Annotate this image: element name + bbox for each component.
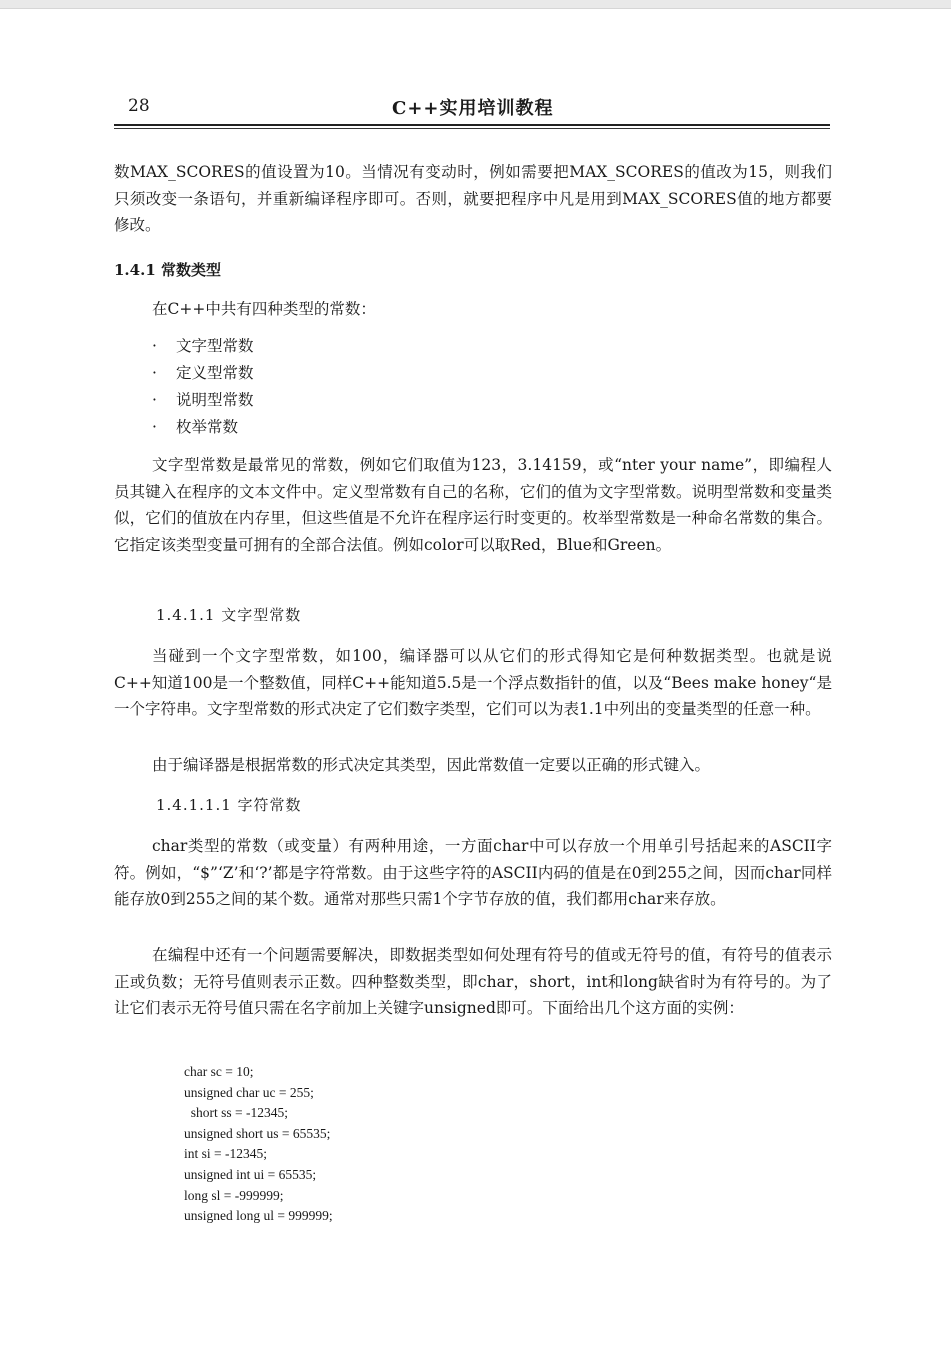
code-line: unsigned int ui = 65535; <box>184 1166 317 1182</box>
list-item-label: 文字型常数 <box>176 337 254 355</box>
code-line: unsigned short us = 65535; <box>184 1125 331 1141</box>
char-constant-paragraph: char类型的常数（或变量）有两种用途，一方面char中可以存放一个用单引号括起来的ASCII字符。例如，“$”‘Z’和‘?’都是字符常数。由于这些字符的ASCII内码的值是在0到255之间，因而char同样能存放0到255之间的某个数。通常对那些只需1个字节存放的值，我们都用char来存放。 <box>114 837 832 908</box>
code-line: unsigned char uc = 255; <box>184 1084 314 1100</box>
types-description-paragraph: 文字型常数是最常见的常数，例如它们取值为123，3.14159，或“nter your name”，即编程人员其键入在程序的文本文件中。定义型常数有自己的名称，它们的值为文字型常数。说明型常数和变量类似，它们的值放在内存里，但这些值是不允许在程序运行时变更的。枚举型常数是一种命名常数的集合。它指定该类型变量可拥有的全部合法值。例如color可以取Red，Blue和Green。 <box>114 456 832 554</box>
list-item <box>152 387 254 414</box>
section-heading-1-4-1-1: 1.4.1.1 文字型常数 <box>156 606 302 624</box>
bullet-icon: · <box>152 418 157 436</box>
header-rule-thin <box>114 128 830 129</box>
four-types-paragraph: 在C++中共有四种类型的常数： <box>152 300 376 318</box>
list-item-label: 说明型常数 <box>176 391 254 409</box>
header-rule <box>114 124 830 126</box>
signed-unsigned-paragraph: 在编程中还有一个问题需要解决，即数据类型如何处理有符号的值或无符号的值，有符号的值表示正或负数；无符号值则表示正数。四种整数类型，即char，short，int和long缺省时为有符号的。为了让它们表示无符号值只需在名字前加上关键字unsigned即可。下面给出几个这方面的实例： <box>114 946 832 1017</box>
bullet-icon: · <box>152 391 157 409</box>
list-item-label: 定义型常数 <box>176 364 254 382</box>
code-line: char sc = 10; <box>184 1064 254 1079</box>
code-line: long sl = -999999; <box>184 1187 284 1203</box>
constant-types-list <box>152 333 254 441</box>
scan-top-edge <box>0 0 951 9</box>
bullet-icon: · <box>152 337 157 355</box>
list-item <box>152 360 254 387</box>
intro-paragraph: 数MAX_SCORES的值设置为10。当情况有变动时，例如需要把MAX_SCORES的值改为15，则我们只须改变一条语句，并重新编译程序即可。否则，就要把程序中凡是用到MAX_SCORES值的地方都要修改。 <box>114 163 832 234</box>
code-line: int si = -12345; <box>184 1146 267 1162</box>
list-item <box>152 333 254 360</box>
list-item <box>152 414 254 441</box>
running-title: C++实用培训教程 <box>392 98 554 119</box>
literal-form-paragraph: 由于编译器是根据常数的形式决定其类型，因此常数值一定要以正确的形式键入。 <box>152 756 711 774</box>
literal-constant-paragraph: 当碰到一个文字型常数，如100，编译器可以从它们的形式得知它是何种数据类型。也就是说C++知道100是一个整数值，同样C++能知道5.5是一个浮点数指针的值，以及“Bees make honey“是一个字符串。文字型常数的形式决定了它们数字类型，它们可以为表1.1中列出的变量类型的任意一种。 <box>114 647 832 718</box>
code-line: unsigned long ul = 999999; <box>184 1208 333 1224</box>
page-number: 28 <box>128 96 150 116</box>
section-heading-1-4-1: 1.4.1 常数类型 <box>114 261 221 279</box>
code-example <box>184 1062 333 1227</box>
code-line: short ss = -12345; <box>184 1105 288 1121</box>
list-item-label: 枚举常数 <box>176 418 239 436</box>
section-heading-1-4-1-1-1: 1.4.1.1.1 字符常数 <box>156 796 302 814</box>
bullet-icon: · <box>152 364 157 382</box>
